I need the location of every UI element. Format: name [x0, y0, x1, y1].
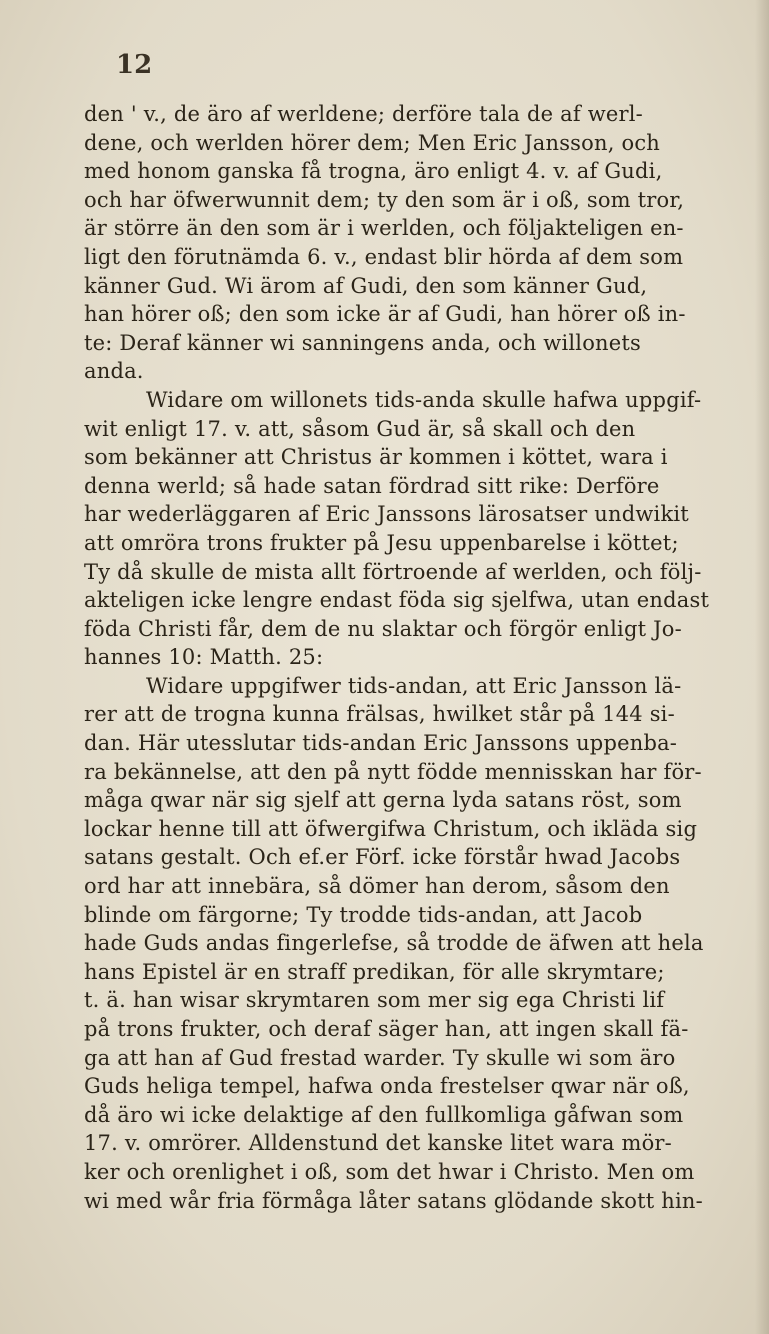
text-line: ra bekännelse, att den på nytt födde mennisskan har för- [84, 759, 702, 784]
text-line: föda Christi får, dem de nu slaktar och förgör enligt Jo- [84, 616, 682, 641]
text-line: akteligen icke lengre endast föda sig sjelfwa, utan endast [84, 588, 710, 613]
text-line: dan. Här utesslutar tids-andan Eric Janssons uppenba- [84, 731, 678, 756]
text-line: rer att de trogna kunna frälsas, hwilket står på 144 si- [84, 702, 675, 727]
text-line: ligt den förutnämda 6. v., endast blir hörda af dem som [84, 244, 684, 269]
text-line: hannes 10: Matth. 25: [84, 645, 324, 670]
text-line: te: Deraf känner wi sanningens anda, och willonets [84, 330, 642, 355]
page-number: 12 [116, 50, 153, 80]
text-line: Widare om willonets tids-anda skulle hafwa uppgif- [146, 387, 702, 412]
text-line: måga qwar när sig sjelf att gerna lyda satans röst, som [84, 788, 682, 813]
text-line: wit enligt 17. v. att, såsom Gud är, så skall och den [84, 416, 636, 441]
text-line: då äro wi icke delaktige af den fullkomliga gåfwan som [84, 1102, 684, 1127]
text-line: Widare uppgifwer tids-andan, att Eric Jansson lä- [146, 673, 682, 698]
text-line: med honom ganska få trogna, äro enligt 4. v. af Gudi, [84, 159, 663, 184]
text-line: lockar henne till att öfwergifwa Christum, och ikläda sig [84, 816, 698, 841]
text-line: Ty då skulle de mista allt förtroende af werlden, och följ- [84, 559, 702, 584]
text-line: ga att han af Gud frestad warder. Ty skulle wi som äro [84, 1045, 676, 1070]
text-line: 17. v. omrörer. Alldenstund det kanske litet wara mör- [84, 1131, 672, 1156]
text-line: den ' v., de äro af werldene; derföre tala de af werl- [84, 102, 643, 126]
text-line: t. ä. han wisar skrymtaren som mer sig ega Christi lif [84, 988, 665, 1013]
text-line: denna werld; så hade satan fördrad sitt rike: Derföre [84, 473, 660, 498]
text-line: ord har att innebära, så dömer han derom, såsom den [84, 874, 670, 899]
text-line: är större än den som är i werlden, och följakteligen en- [84, 216, 684, 241]
text-line: känner Gud. Wi ärom af Gudi, den som känner Gud, [84, 273, 648, 298]
page-spine-shadow [755, 0, 769, 1334]
text-line: har wederläggaren af Eric Janssons lärosatser undwikit [84, 502, 689, 527]
text-line: wi med wår fria förmåga låter satans glödande skott hin- [84, 1188, 703, 1213]
text-line: dene, och werlden hörer dem; Men Eric Jansson, och [84, 130, 661, 155]
text-line: ker och orenlighet i oß, som det hwar i Christo. Men om [84, 1159, 695, 1184]
text-line: han hörer oß; den som icke är af Gudi, han hörer oß in- [84, 302, 686, 327]
text-line: Guds heliga tempel, hafwa onda frestelser qwar när oß, [84, 1074, 690, 1099]
text-line: på trons frukter, och deraf säger han, att ingen skall fä- [84, 1017, 689, 1041]
text-line: blinde om färgorne; Ty trodde tids-andan, att Jacob [84, 902, 643, 927]
text-line: anda. [84, 359, 144, 384]
text-line: som bekänner att Christus är kommen i köttet, wara i [84, 445, 668, 470]
text-line: hans Epistel är en straff predikan, för alle skrymtare; [84, 959, 665, 984]
text-line: hade Guds andas fingerlefse, så trodde de äfwen att hela [84, 931, 704, 956]
text-line: att omröra trons frukter på Jesu uppenbarelse i köttet; [84, 530, 679, 555]
text-line: satans gestalt. Och ef.er Förf. icke förstår hwad Jacobs [84, 845, 681, 870]
body-text [84, 100, 764, 1215]
text-line: och har öfwerwunnit dem; ty den som är i oß, som tror, [84, 187, 685, 212]
